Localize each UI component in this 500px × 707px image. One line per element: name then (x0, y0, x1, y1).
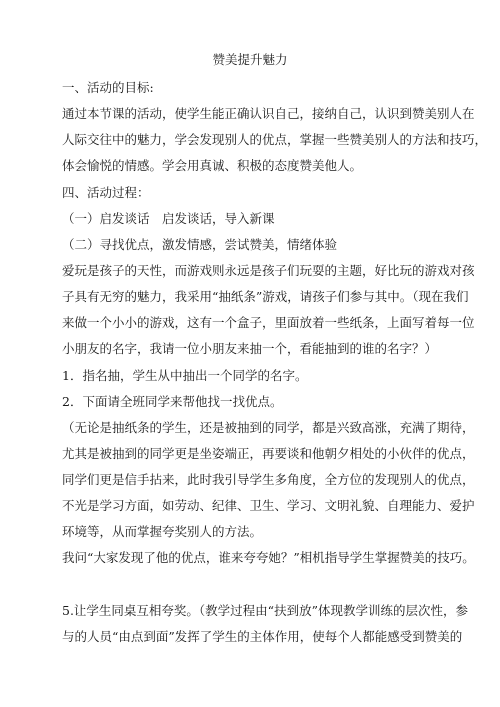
text-line: 来做一个小小的游戏，这有一个盒子，里面放着一些纸条，上面写着每一位 (62, 315, 475, 330)
text-line: 5.让学生同桌互相夸奖。（教学过程由“扶到放”体现教学训练的层次性，参 (62, 603, 468, 618)
text-line: 尤其是被抽到的同学更是坐姿端正，再要谈和他朝夕相处的小伙伴的优点， (62, 446, 475, 461)
text-line: 2．下面请全班同学来帮他找一找优点。 (62, 394, 283, 409)
text-line: 1．指名抽，学生从中抽出一个同学的名字。 (62, 368, 308, 383)
text-line: 同学们更是信手拈来，此时我引导学生多角度，全方位的发现别人的优点， (62, 472, 475, 487)
text-line: （一）启发谈话 启发谈话，导入新课 (62, 211, 275, 226)
text-line: 不光是学习方面，如劳动、纪律、卫生、学习、文明礼貌、自理能力、爱护 (62, 498, 475, 513)
text-line: 子具有无穷的魅力，我采用“抽纸条”游戏，请孩子们参与其中。（现在我们 (62, 289, 469, 304)
text-line: 通过本节课的活动，使学生能正确认识自己，接纳自己，认识到赞美别人在 (62, 106, 475, 121)
text-line: 小朋友的名字，我请一位小朋友来抽一个，看能抽到的谁的名字？） (62, 341, 438, 356)
text-line: （二）寻找优点，激发情感，尝试赞美，情绪体验 (62, 237, 338, 252)
text-line: 爱玩是孩子的天性，而游戏则永远是孩子们玩耍的主题，好比玩的游戏对孩 (62, 263, 475, 278)
text-line: 人际交往中的魅力，学会发现别人的优点，掌握一些赞美别人的方法和技巧， (62, 132, 488, 147)
text-line: 一、活动的目标: (62, 80, 154, 95)
text-line: 体会愉悦的情感。学会用真诚、积极的态度赞美他人。 (62, 158, 363, 173)
text-line: （无论是抽纸条的学生，还是被抽到的同学，都是兴致高涨，充满了期待， (62, 420, 475, 435)
text-line: 与的人员“由点到面”发挥了学生的主体作用，使每个人都能感受到赞美的 (62, 629, 463, 644)
text-line: 四、活动过程： (62, 185, 150, 200)
document-title: 赞美提升魅力 (212, 52, 288, 67)
text-line: 我问“大家发现了他的优点，谁来夸夸她？”相机指导学生掌握赞美的技巧。 (62, 550, 475, 565)
text-line: 环境等，从而掌握夸奖别人的方法。 (62, 524, 263, 539)
